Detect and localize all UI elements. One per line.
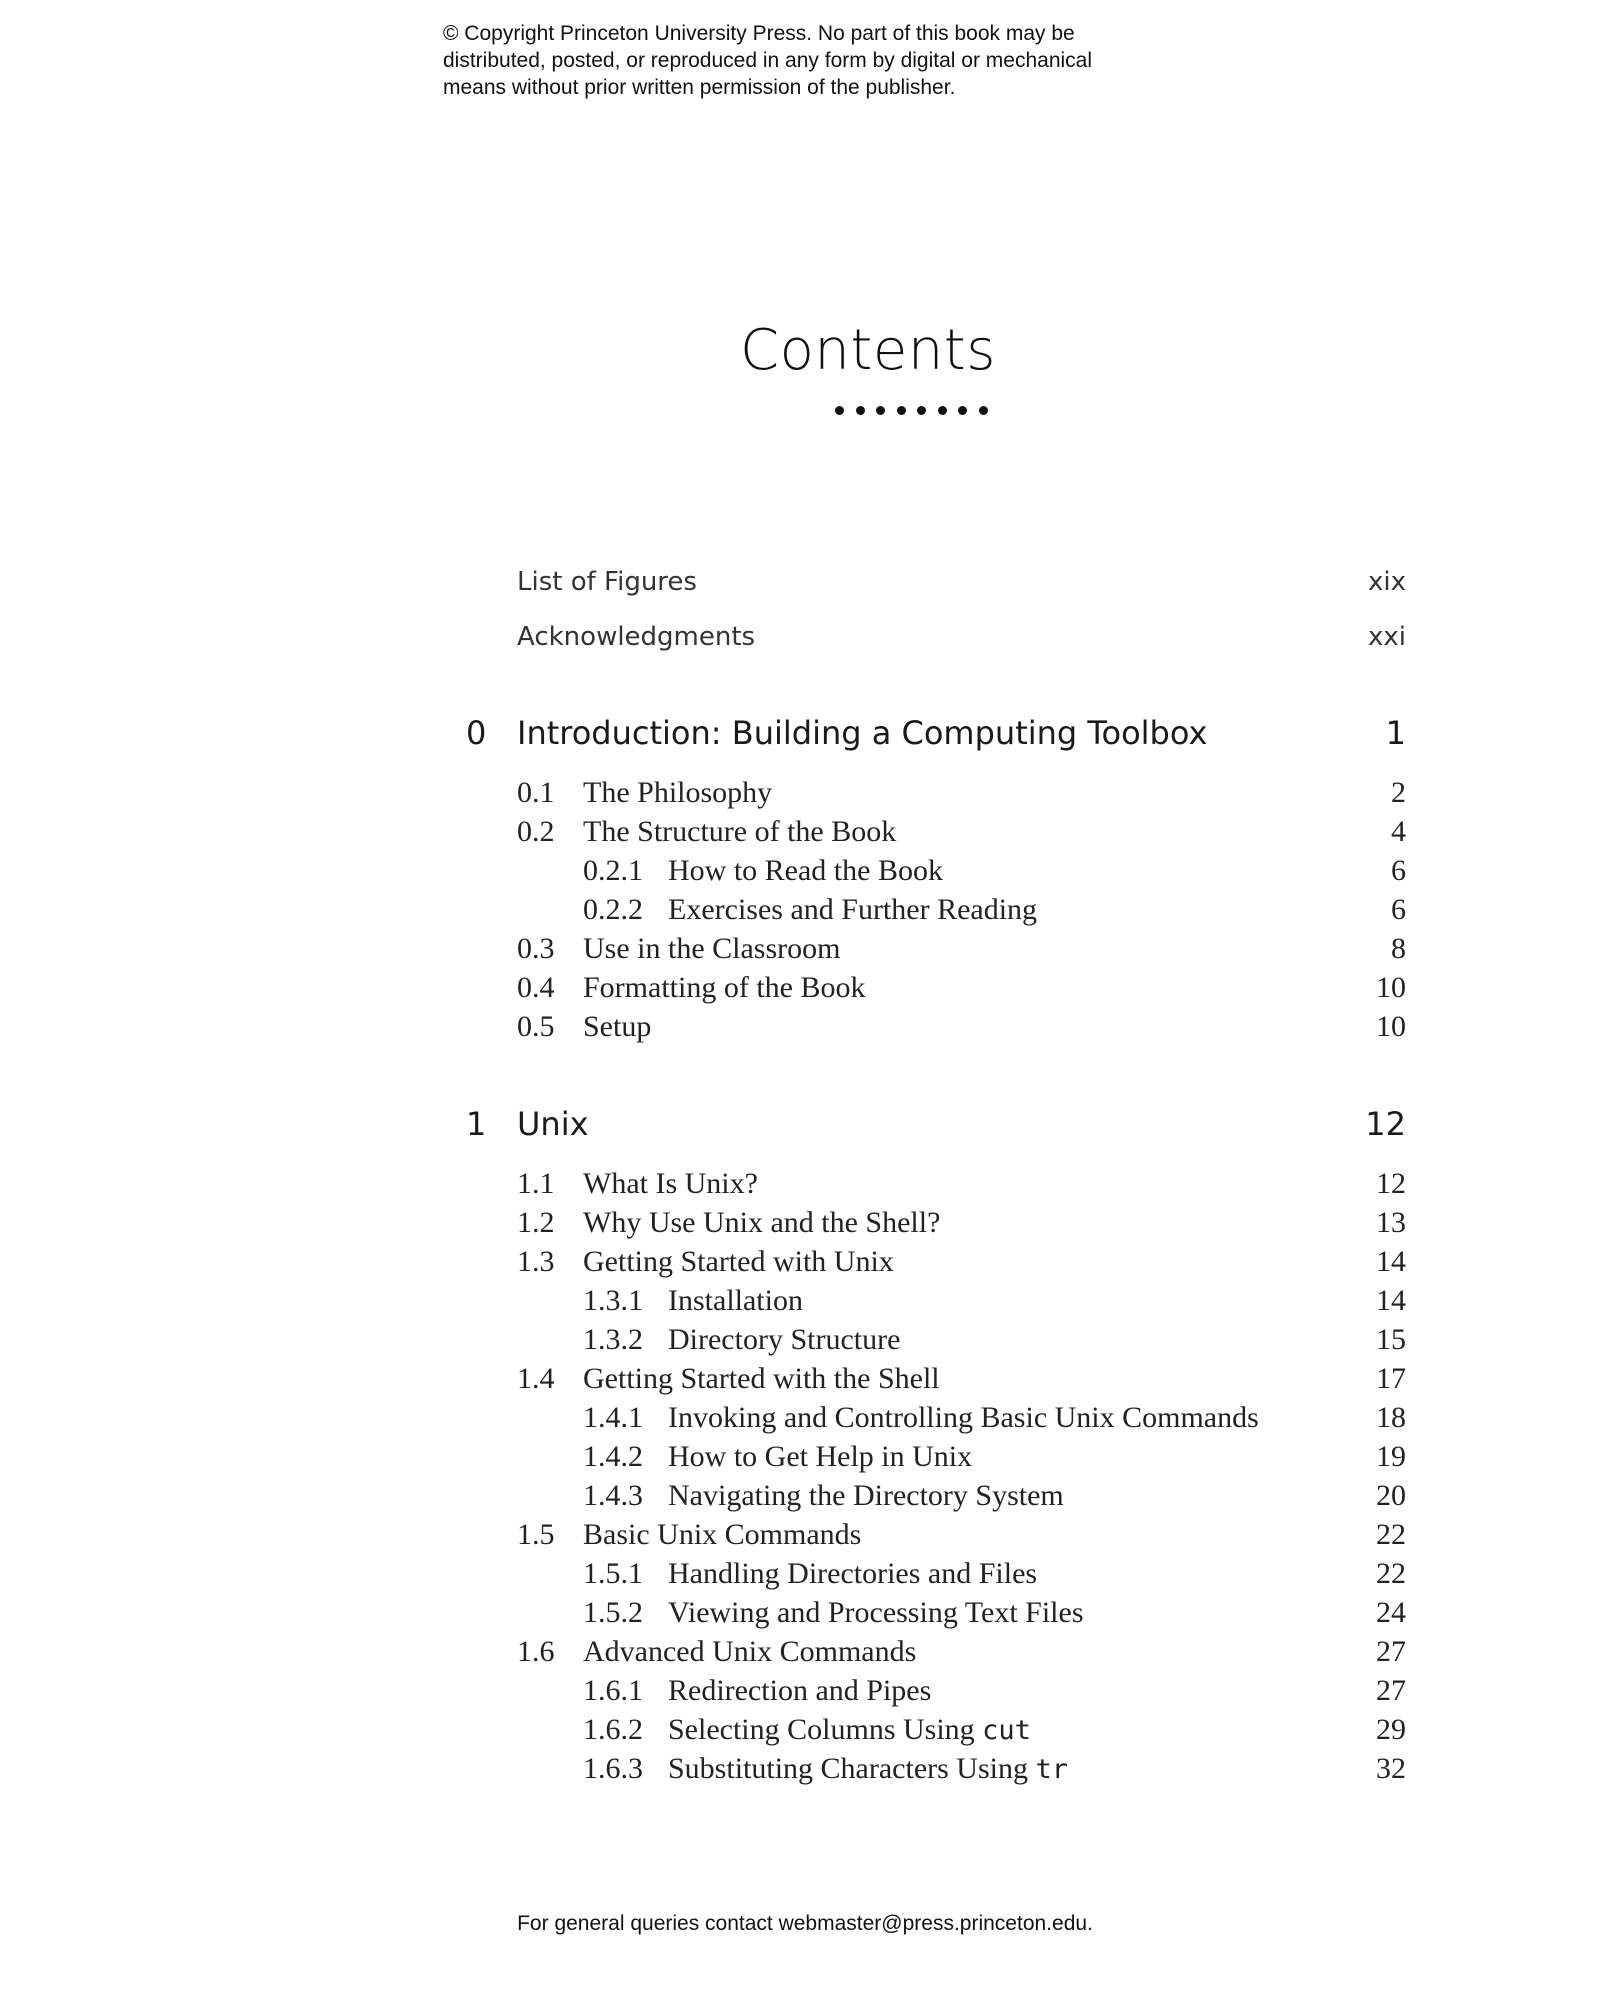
chapter-number: 1 — [466, 1105, 487, 1143]
section-number: 1.6 — [517, 1635, 555, 1668]
section-number: 0.4 — [517, 971, 555, 1004]
subsection-number: 1.6.3 — [583, 1752, 643, 1785]
chapter-title[interactable]: Unix — [517, 1105, 589, 1143]
subsection-number: 1.3.2 — [583, 1323, 643, 1356]
subsection-title[interactable]: How to Get Help in Unix — [668, 1440, 973, 1473]
section-page: 10 — [1376, 971, 1406, 1004]
copyright-line: distributed, posted, or reproduced in any form by digital or mechanical — [443, 49, 1093, 72]
section-title[interactable]: Setup — [583, 1010, 652, 1043]
section-page: 10 — [1376, 1010, 1406, 1043]
section-title[interactable]: Advanced Unix Commands — [583, 1635, 917, 1668]
command-name: cut — [982, 1715, 1031, 1746]
subsection-title[interactable]: Navigating the Directory System — [668, 1479, 1064, 1512]
subsection-number: 1.4.1 — [583, 1401, 643, 1434]
subsection-title[interactable]: How to Read the Book — [668, 854, 943, 887]
subsection-title-text: Selecting Columns Using — [668, 1713, 983, 1746]
section-title[interactable]: Why Use Unix and the Shell? — [583, 1206, 941, 1239]
section-page: 13 — [1376, 1206, 1406, 1239]
section-page: 14 — [1376, 1245, 1406, 1278]
subsection-title[interactable]: Invoking and Controlling Basic Unix Commands — [668, 1401, 1259, 1434]
section-number: 0.1 — [517, 776, 555, 809]
command-name: tr — [1035, 1754, 1068, 1785]
chapter-title[interactable]: Introduction: Building a Computing Toolbox — [517, 714, 1208, 752]
section-title[interactable]: The Structure of the Book — [583, 815, 897, 848]
subsection-page: 6 — [1391, 854, 1406, 887]
subsection-page: 6 — [1391, 893, 1406, 926]
chapter-page: 12 — [1365, 1105, 1406, 1143]
subsection-page: 18 — [1376, 1401, 1406, 1434]
subsection-number: 0.2.1 — [583, 854, 643, 887]
subsection-page: 15 — [1376, 1323, 1406, 1356]
section-page: 8 — [1391, 932, 1406, 965]
subsection-page: 14 — [1376, 1284, 1406, 1317]
subsection-page: 24 — [1376, 1596, 1406, 1629]
subsection-page: 27 — [1376, 1674, 1406, 1707]
subsection-page: 32 — [1376, 1752, 1406, 1785]
subsection-page: 29 — [1376, 1713, 1406, 1746]
subsection-number: 1.3.1 — [583, 1284, 643, 1317]
section-title[interactable]: What Is Unix? — [583, 1167, 758, 1200]
section-page: 12 — [1376, 1167, 1406, 1200]
section-page: 2 — [1391, 776, 1406, 809]
subsection-title[interactable] — [668, 1710, 1031, 1750]
section-title[interactable]: Formatting of the Book — [583, 971, 866, 1004]
section-number: 1.1 — [517, 1167, 555, 1200]
section-number: 1.3 — [517, 1245, 555, 1278]
section-page: 22 — [1376, 1518, 1406, 1551]
subsection-title[interactable]: Installation — [668, 1284, 803, 1317]
toc-entry-title[interactable]: Acknowledgments — [517, 622, 756, 652]
subsection-title[interactable]: Handling Directories and Files — [668, 1557, 1038, 1590]
chapter-number: 0 — [466, 714, 487, 752]
section-page: 27 — [1376, 1635, 1406, 1668]
subsection-page: 20 — [1376, 1479, 1406, 1512]
section-number: 0.2 — [517, 815, 555, 848]
subsection-number: 1.5.2 — [583, 1596, 643, 1629]
subsection-number: 1.5.1 — [583, 1557, 643, 1590]
toc-entry-page: xxi — [1368, 622, 1406, 652]
section-page: 17 — [1376, 1362, 1406, 1395]
subsection-page: 19 — [1376, 1440, 1406, 1473]
copyright-line: © Copyright Princeton University Press. No part of this book may be — [443, 22, 1075, 45]
subsection-title[interactable]: Directory Structure — [668, 1323, 901, 1356]
section-number: 0.5 — [517, 1010, 555, 1043]
subsection-number: 1.4.3 — [583, 1479, 643, 1512]
subsection-number: 1.6.1 — [583, 1674, 643, 1707]
subsection-number: 1.6.2 — [583, 1713, 643, 1746]
subsection-number: 1.4.2 — [583, 1440, 643, 1473]
section-number: 0.3 — [517, 932, 555, 965]
section-title[interactable]: Getting Started with Unix — [583, 1245, 894, 1278]
section-title[interactable]: Use in the Classroom — [583, 932, 841, 965]
section-number: 1.5 — [517, 1518, 555, 1551]
subsection-title[interactable]: Exercises and Further Reading — [668, 893, 1038, 926]
section-page: 4 — [1391, 815, 1406, 848]
section-number: 1.2 — [517, 1206, 555, 1239]
toc-entry-page: xix — [1368, 567, 1406, 597]
copyright-line: means without prior written permission of the publisher. — [443, 76, 956, 99]
subsection-title[interactable]: Redirection and Pipes — [668, 1674, 932, 1707]
section-title[interactable]: Getting Started with the Shell — [583, 1362, 940, 1395]
subsection-title-text: Substituting Characters Using — [668, 1752, 1036, 1785]
subsection-number: 0.2.2 — [583, 893, 643, 926]
subsection-title[interactable] — [668, 1749, 1068, 1789]
section-title[interactable]: The Philosophy — [583, 776, 773, 809]
page-title: Contents — [740, 318, 996, 383]
section-number: 1.4 — [517, 1362, 555, 1395]
subsection-page: 22 — [1376, 1557, 1406, 1590]
toc-entry-title[interactable]: List of Figures — [517, 567, 697, 597]
section-title[interactable]: Basic Unix Commands — [583, 1518, 862, 1551]
chapter-page: 1 — [1385, 714, 1406, 752]
subsection-title[interactable]: Viewing and Processing Text Files — [668, 1596, 1084, 1629]
footer-contact: For general queries contact webmaster@press.princeton.edu. — [517, 1912, 1093, 1935]
